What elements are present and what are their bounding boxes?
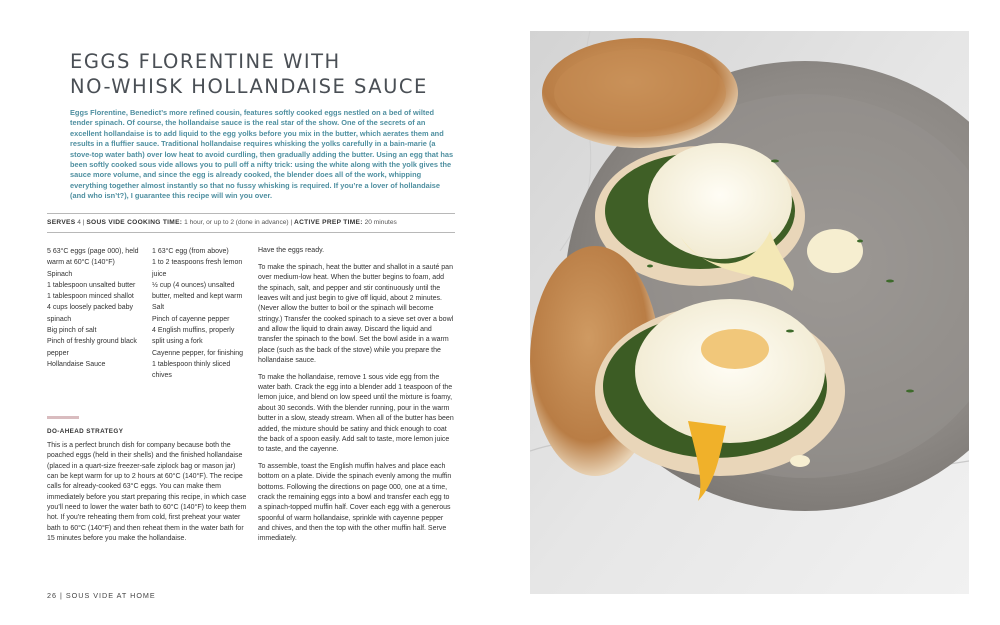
prep-time-value: 20 minutes bbox=[364, 219, 397, 226]
ingredients-column-1 bbox=[47, 246, 142, 370]
ingredient-item: 1 tablespoon unsalted butter bbox=[47, 281, 136, 289]
recipe-title bbox=[70, 49, 490, 99]
ingredient-item: Pinch of cayenne pepper bbox=[152, 315, 230, 323]
ingredient-item: 1 63°C egg (from above) bbox=[152, 248, 229, 255]
ingredient-item: Salt bbox=[152, 304, 165, 312]
meta-bottom-rule bbox=[47, 232, 455, 233]
recipe-title-line-2: NO-WHISK HOLLANDAISE SAUCE bbox=[70, 75, 428, 98]
ingredient-item: Pinch of freshly ground black pepper bbox=[47, 338, 137, 357]
ingredient-item: ½ cup (4 ounces) unsalted butter, melted and kept warm bbox=[152, 281, 243, 301]
method-steps bbox=[258, 246, 454, 551]
serves-label: SERVES bbox=[47, 219, 76, 226]
ingredient-item: 1 tablespoon minced shallot bbox=[47, 293, 134, 301]
do-ahead-text: This is a perfect brunch dish for company because both the poached eggs (held in their shells) and the finished hollandaise (placed in a quart-size freezer-safe ziplock bag or mason jar) can be kept warm for up to 2 hours at 60°C (140°F). The recipe calls for already-cooked 63°C eggs. You can make them immediately before you start preparing this recipe, in which case you’ll need to lower the water bath to 60°C (140°F) to keep them hot. If you’re reheating them from cold, first preheat your water bath to 60°C (140°F) and then reheat them in the water bath for 15 minutes before you make the hollandaise. bbox=[47, 442, 247, 543]
ingredient-item: 4 cups loosely packed baby spinach bbox=[47, 304, 133, 323]
recipe-intro: Eggs Florentine, Benedict’s more refined cousin, features softly cooked eggs nestled on a bed of wilted tender spinach. Of course, the hollandaise sauce is the real star of the show. One of the secrets of an excellent hollandaise is to add liquid to the egg yolks before you mix in the butter, which aerates them and results in a fluffier sauce. Traditional hollandaise requires whisking the yolks carefully in a bain-marie (a stove-top water bath) over low heat to avoid curdling, then gradually adding the butter. Using an egg that has been softly cooked sous vide allows you to pull off a nifty trick: using the white along with the yolk gives the sauce more volume, and since the egg is already cooked, the blender does all of the work, whipping everything together almost instantly so that no fussy whisking is required. If you’re a lover of hollandaise (and who isn’t?), I guarantee this recipe will win you over. bbox=[70, 108, 454, 201]
ingredient-subheading: Spinach bbox=[47, 270, 73, 278]
ingredient-item: Big pinch of salt bbox=[47, 327, 97, 335]
page-folio bbox=[47, 591, 156, 600]
folio-separator: | bbox=[60, 591, 63, 600]
recipe-meta bbox=[47, 218, 457, 227]
book-title: SOUS VIDE AT HOME bbox=[65, 591, 156, 600]
page-number: 26 bbox=[47, 591, 57, 600]
ingredient-item: 5 63°C eggs (page 000), held warm at 60°C (140°F) bbox=[47, 248, 139, 267]
method-step: To assemble, toast the English muffin halves and place each bottom on a plate. Divide the spinach evenly among the muffin bottoms. Following the directions on page 000, one at a time, crack the remaining eggs into a bowl and transfer each egg to a spinach-topped muffin half. Cover each egg with a generous spoonful of warm hollandaise, sprinkle with cayenne pepper and chives, and then the top with the other muffin half. Serve immediately. bbox=[258, 463, 452, 543]
serves-value: 4 bbox=[77, 219, 81, 226]
recipe-title-line-1: EGGS FLORENTINE WITH bbox=[70, 50, 341, 73]
ingredient-item: Cayenne pepper, for finishing bbox=[152, 349, 244, 357]
meta-separator: | bbox=[82, 219, 85, 226]
meta-separator: | bbox=[290, 219, 293, 226]
ingredient-item: 1 to 2 teaspoons fresh lemon juice bbox=[152, 259, 243, 278]
ingredients-column-2 bbox=[152, 246, 244, 382]
cook-time-value: 1 hour, or up to 2 (done in advance) bbox=[184, 219, 289, 226]
eggs-florentine-photo bbox=[530, 31, 969, 594]
prep-time-label: ACTIVE PREP TIME: bbox=[294, 219, 363, 226]
do-ahead-heading: DO-AHEAD STRATEGY bbox=[47, 428, 124, 435]
ingredient-item: 4 English muffins, properly split using a fork bbox=[152, 327, 235, 346]
method-step: Have the eggs ready. bbox=[258, 247, 325, 254]
cook-time-label: SOUS VIDE COOKING TIME: bbox=[86, 219, 183, 226]
do-ahead-accent-bar bbox=[47, 416, 79, 419]
method-step: To make the hollandaise, remove 1 sous vide egg from the water bath. Crack the egg into a blender add 1 teaspoon of the lemon juice, and blend on low speed until the mixture is foamy, about 30 seconds. With the blender running, pour in the warm butter in a slow, steady stream. When all of the butter has been added, the mixture should be satiny and thick enough to coat the back of a spoon easily. Add salt to taste, more lemon juice to taste, and the cayenne. bbox=[258, 373, 454, 454]
method-step: To make the spinach, heat the butter and shallot in a sauté pan over medium-low heat. When the butter begins to foam, add the spinach, salt, and pepper and stir continuously until the leaves wilt and just begin to give off liquid, about 2 minutes. (Never allow the butter to boil or the spinach will become stringy.) Transfer the cooked spinach to a sieve set over a bowl and allow the liquid to drain away. Discard the liquid and transfer the spinach to the bowl. Set the bowl aside in a warm place (such as the back of the stove) while you prepare the hollandaise sauce. bbox=[258, 263, 454, 364]
ingredient-item: 1 tablespoon thinly sliced chives bbox=[152, 360, 231, 380]
meta-top-rule bbox=[47, 213, 455, 214]
ingredient-subheading: Hollandaise Sauce bbox=[47, 360, 106, 368]
